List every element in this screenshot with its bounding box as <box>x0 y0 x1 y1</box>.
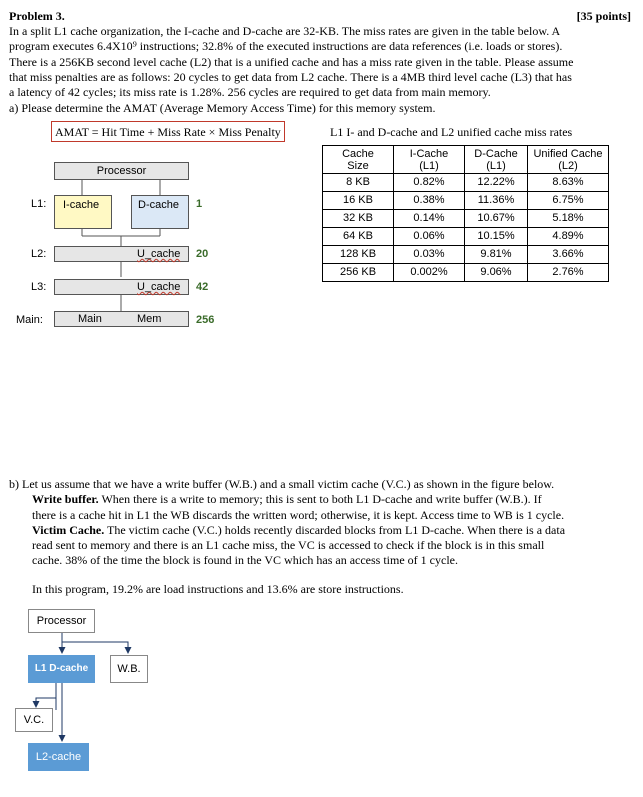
table-cell: 2.76% <box>528 264 609 282</box>
table-cell: 8.63% <box>528 174 609 192</box>
table-cell: 0.14% <box>394 210 465 228</box>
amat-formula: AMAT = Hit Time + Miss Rate × Miss Penalty <box>51 121 285 142</box>
write-buffer-text: there is a cache hit in L1 the WB discards the written word; otherwise, it is kept. Access time to WB is 1 cycle. <box>32 507 565 522</box>
table-cell: 9.06% <box>465 264 528 282</box>
table-cell: 16 KB <box>323 192 394 210</box>
table-cell: 6.75% <box>528 192 609 210</box>
main-latency: 256 <box>196 314 215 326</box>
table-cell: 0.03% <box>394 246 465 264</box>
table-header: D-Cache (L1) <box>465 146 528 174</box>
table-header: I-Cache (L1) <box>394 146 465 174</box>
part-b-lead: b) Let us assume that we have a write buffer (W.B.) and a small victim cache (V.C.) as shown in the figure below. <box>9 477 555 491</box>
table-caption: L1 I- and D-cache and L2 unified cache miss rates <box>330 125 573 139</box>
write-buffer-title: Write buffer. <box>32 492 99 507</box>
problem-points: [35 points] <box>576 9 631 23</box>
l2-label: L2: <box>31 248 47 260</box>
table-cell: 0.002% <box>394 264 465 282</box>
l2-latency: 20 <box>196 248 209 260</box>
intro-line: a latency of 42 cycles; its miss rate is 1.28%. 256 cycles are required to get data from main memory. <box>9 85 491 100</box>
table-cell: 9.81% <box>465 246 528 264</box>
l3-latency: 42 <box>196 281 209 293</box>
table-cell: 32 KB <box>323 210 394 228</box>
main-memory-box <box>54 311 189 327</box>
table-cell: 10.67% <box>465 210 528 228</box>
victim-cache-text: The victim cache (V.C.) holds recently discarded blocks from L1 D-cache. When there is a data <box>104 522 566 537</box>
l1-latency: 1 <box>196 198 203 210</box>
l3-box-label: U_cache <box>137 281 181 293</box>
table-header: Cache Size <box>323 146 394 174</box>
l3-box <box>54 279 189 295</box>
problem-title: Problem 3. <box>9 9 65 23</box>
main-label: Main: <box>16 314 43 326</box>
table-cell: 4.89% <box>528 228 609 246</box>
table-cell: 0.38% <box>394 192 465 210</box>
intro-line: that miss penalties are as follows: 20 cycles to get data from L2 cache. There is a 4MB third level cache (L3) that has <box>9 69 572 84</box>
main-memory-left: Main <box>78 313 102 325</box>
table-cell: 5.18% <box>528 210 609 228</box>
write-buffer-text: When there is a write to memory; this is sent to both L1 D-cache and write buffer (W.B.). If <box>98 492 542 507</box>
table-cell: 8 KB <box>323 174 394 192</box>
intro-line: program executes 6.4X10⁹ instructions; 32.8% of the executed instructions are data references (i.e. loads or stores). <box>9 39 563 54</box>
part-b-body <box>9 492 631 568</box>
b-victim-cache-box: V.C. <box>15 708 53 732</box>
victim-cache-text: cache. 38% of the time the block is found in the VC which has an access time of 1 cycle. <box>32 553 458 568</box>
table-cell: 10.15% <box>465 228 528 246</box>
b-write-buffer-box: W.B. <box>110 655 148 683</box>
icache-box: I-cache <box>54 195 112 229</box>
program-statement: In this program, 19.2% are load instructions and 13.6% are store instructions. <box>32 582 404 596</box>
l2-box <box>54 246 189 262</box>
b-processor-box: Processor <box>28 609 95 633</box>
table-cell: 0.06% <box>394 228 465 246</box>
table-cell: 256 KB <box>323 264 394 282</box>
victim-cache-text: read sent to memory and there is an L1 cache miss, the VC is accessed to check if the block is in this small <box>32 538 545 553</box>
victim-cache-title: Victim Cache. <box>32 522 105 537</box>
table-cell: 0.82% <box>394 174 465 192</box>
part-a-question: a) Please determine the AMAT (Average Memory Access Time) for this memory system. <box>9 101 436 115</box>
table-cell: 11.36% <box>465 192 528 210</box>
part-b-paragraph <box>9 477 631 569</box>
table-cell: 128 KB <box>323 246 394 264</box>
b-l2-cache-box: L2-cache <box>28 743 89 771</box>
table-header: Unified Cache (L2) <box>528 146 609 174</box>
l1-label: L1: <box>31 198 47 210</box>
processor-box: Processor <box>54 162 189 180</box>
l2-box-label: U_cache <box>137 248 181 260</box>
l3-label: L3: <box>31 281 47 293</box>
table-cell: 64 KB <box>323 228 394 246</box>
table-cell: 12.22% <box>465 174 528 192</box>
b-l1-dcache-box: L1 D-cache <box>28 655 95 683</box>
table-cell: 3.66% <box>528 246 609 264</box>
dcache-box: D-cache <box>131 195 189 229</box>
victim-cache-connectors <box>0 600 643 797</box>
intro-line: There is a 256KB second level cache (L2) that is a unified cache and has a miss rate given in the table. Please assume <box>9 54 574 69</box>
intro-line: In a split L1 cache organization, the I-cache and D-cache are 32-KB. The miss rates are given in the table below. A <box>9 24 561 38</box>
main-memory-right: Mem <box>137 313 162 325</box>
